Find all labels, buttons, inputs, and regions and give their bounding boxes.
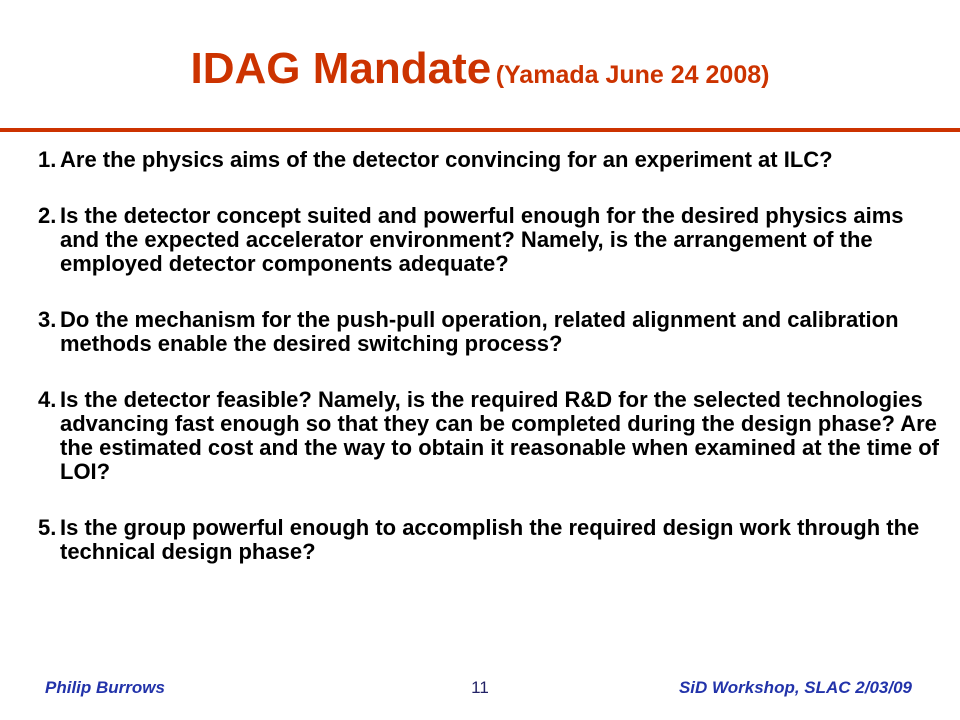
mandate-item-3 [0, 308, 960, 356]
footer-author: Philip Burrows [45, 678, 165, 697]
mandate-item-1 [0, 148, 960, 172]
item-number: 1. [38, 147, 57, 172]
mandate-item-5 [0, 516, 960, 564]
mandate-item-2 [0, 204, 960, 276]
item-text: Is the detector feasible? Namely, is the required R&D for the selected technologies advancing fast enough so that they can be completed during the design phase? Are the estimated cost and the way to obtain it reasonable when examined at the time of LOI? [60, 387, 939, 484]
slide-title [0, 44, 960, 94]
title-subtitle: (Yamada June 24 2008) [495, 61, 770, 89]
item-text: Are the physics aims of the detector convincing for an experiment at ILC? [60, 147, 833, 172]
item-number: 3. [38, 307, 57, 332]
page-number: 11 [471, 678, 489, 697]
title-divider [0, 128, 960, 132]
footer-event: SiD Workshop, SLAC 2/03/09 [678, 678, 912, 697]
title-main: IDAG Mandate [190, 44, 492, 93]
item-text: Is the group powerful enough to accomplish the required design work through the technical design phase? [60, 515, 920, 564]
item-text: Is the detector concept suited and powerful enough for the desired physics aims and the expected accelerator environment? Namely, is the arrangement of the employed detector components adequate? [60, 203, 904, 276]
mandate-list [0, 148, 960, 596]
item-text: Do the mechanism for the push-pull operation, related alignment and calibration methods enable the desired switching process? [60, 307, 899, 356]
mandate-item-4 [0, 388, 960, 484]
item-number: 4. [38, 387, 57, 412]
item-number: 2. [38, 203, 57, 228]
item-number: 5. [38, 515, 57, 540]
